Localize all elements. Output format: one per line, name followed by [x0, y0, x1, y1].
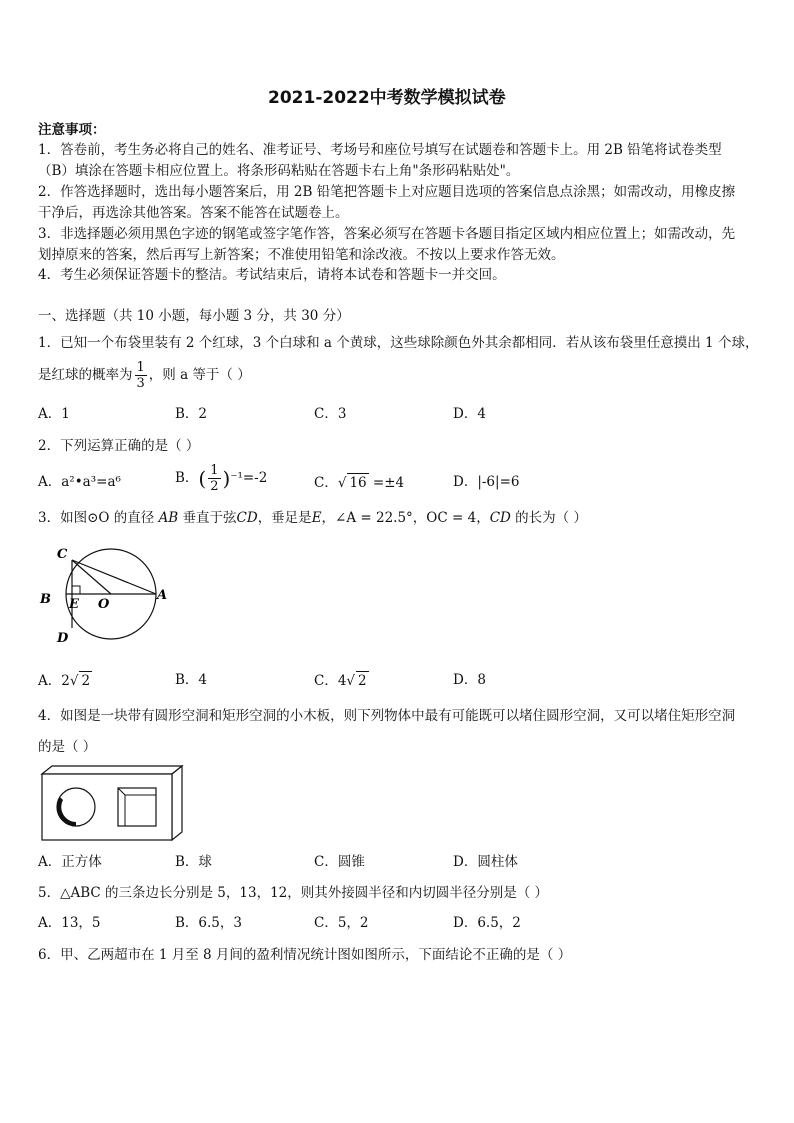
q2-c-radicand: 16	[349, 475, 367, 491]
q3-option-a: A．2√ 2	[38, 673, 91, 689]
q3-cd-2: CD	[489, 510, 511, 526]
q5-option-c: C．5，2	[314, 915, 369, 931]
q2-b-numerator: 1	[210, 463, 219, 478]
q3-option-c: C．4√ 2	[314, 673, 367, 689]
fraction-denominator: 3	[136, 376, 145, 391]
question-5-stem: 5．△ABC 的三条边长分别是 5，13，12，则其外接圆半径和内切圆半径分别是（ ）	[38, 885, 549, 901]
q1-option-b: B．2	[175, 406, 208, 422]
notice-line-5: 3．非选择题必须用黑色字迹的钢笔或签字笔作答，答案必须写在答题卡各题目指定区域内相应位置上；如需改动，先	[38, 226, 736, 242]
q5-option-a: A．13，5	[38, 915, 101, 931]
q4-option-d: D．圆柱体	[453, 854, 518, 870]
segment-ca	[72, 560, 156, 594]
q2-b-denominator: 2	[210, 479, 219, 494]
q3-stem-d: ，∠A = 22.5°，OC = 4，	[321, 510, 490, 526]
q2-option-b-prefix: B．	[175, 470, 199, 486]
board-side-face	[172, 766, 182, 840]
question-2-stem: 2．下列运算正确的是（ ）	[38, 438, 200, 454]
right-angle-mark	[72, 586, 80, 594]
q2-c-suffix: =±4	[368, 475, 405, 491]
q3-stem-e: 的长为（ ）	[510, 510, 587, 526]
question-3-stem	[38, 509, 587, 527]
circle-geometry-figure	[36, 542, 176, 652]
q4-option-b: B．球	[175, 854, 212, 870]
question-1-stem-b: ，则 a 等于（ ）	[148, 367, 251, 383]
notice-line-3: 2．作答选择题时，选出每小题答案后，用 2B 铅笔把答题卡上对应题目选项的答案信息点涂黑；如需改动，用橡皮擦	[38, 184, 736, 200]
label-c: C	[57, 547, 68, 562]
notice-line-1: 1．答卷前，考生务必将自己的姓名、准考证号、考场号和座位号填写在试题卷和答题卡上。用 2B 铅笔将试卷类型	[38, 142, 722, 158]
q1-option-c: C．3	[314, 406, 347, 422]
q2-option-a: A．a²•a³=a⁶	[38, 474, 121, 490]
label-d: D	[57, 631, 69, 646]
q3-option-a-prefix: A．2	[38, 673, 70, 689]
q5-option-b: B．6.5，3	[175, 915, 242, 931]
q3-cd: CD	[236, 510, 258, 526]
q3-ab: AB	[158, 510, 179, 526]
label-e: E	[69, 597, 79, 612]
notice-heading: 注意事项：	[38, 122, 106, 138]
label-a: A	[157, 588, 168, 603]
question-1-line-2	[38, 360, 251, 391]
q5-option-d: D．6.5，2	[453, 915, 521, 931]
question-4-line-1: 4．如图是一块带有圆形空洞和矩形空洞的小木板，则下列物体中最有可能既可以堵住圆形空洞，又可以堵住矩形空洞	[38, 708, 736, 724]
notice-line-2: （B）填涂在答题卡相应位置上。将条形码粘贴在答题卡右上角"条形码粘贴处"。	[38, 163, 520, 179]
board-top-face	[42, 766, 182, 774]
label-b: B	[40, 592, 51, 607]
q1-option-d: D．4	[453, 406, 486, 422]
probability-fraction	[135, 360, 147, 391]
fraction-numerator: 1	[136, 360, 145, 375]
q4-option-c: C．圆锥	[314, 854, 365, 870]
q3-a-radicand: 2	[81, 673, 91, 689]
q2-b-fraction	[208, 463, 220, 494]
q3-stem-b: 垂直于弦	[178, 510, 237, 526]
section-heading: 一、选择题（共 10 小题，每小题 3 分，共 30 分）	[38, 308, 350, 324]
notice-line-4: 干净后，再选涂其他答案。答案不能答在试题卷上。	[38, 205, 349, 221]
notice-line-7: 4．考生必须保证答题卡的整洁。考试结束后，请将本试卷和答题卡一并交回。	[38, 267, 506, 283]
q2-option-c-prefix: C．	[314, 475, 338, 491]
q3-stem-a: 3．如图⊙O 的直径	[38, 510, 159, 526]
wooden-board-figure	[38, 764, 186, 844]
question-4-line-2: 的是（ ）	[38, 739, 97, 755]
q2-b-suffix: ⁻¹=-2	[230, 470, 268, 486]
q3-option-c-prefix: C．4	[314, 673, 347, 689]
notice-line-6: 划掉原来的答案，然后再写上新答案；不准使用铅笔和涂改液。不按以上要求作答无效。	[38, 247, 565, 263]
q3-option-d: D．8	[453, 672, 486, 688]
q1-option-a: A．1	[38, 406, 70, 422]
q3-option-b: B．4	[175, 672, 208, 688]
q4-option-a: A．正方体	[38, 854, 102, 870]
label-o: O	[98, 597, 110, 612]
question-6-stem: 6．甲、乙两超市在 1 月至 8 月间的盈利情况统计图如图所示，下面结论不正确的是（ ）	[38, 947, 572, 963]
q3-stem-c: ，垂足是	[257, 510, 312, 526]
page-title: 2021-2022中考数学模拟试卷	[268, 88, 506, 108]
q3-e: E	[311, 510, 322, 526]
q2-option-d: D．|-6|=6	[453, 474, 520, 490]
segment-co	[72, 560, 111, 594]
question-1-stem-a: 是红球的概率为	[38, 367, 133, 383]
q2-option-b: B．( $\frac{1}{2}$ )⁻¹=-2	[175, 463, 268, 494]
q2-option-c: C．√ 16 =±4	[314, 475, 405, 491]
question-1-line-1: 1．已知一个布袋里装有 2 个红球，3 个白球和 a 个黄球，这些球除颜色外其余都相同．若从该布袋里任意摸出 1 个球，	[38, 335, 759, 351]
q3-c-radicand: 2	[358, 673, 367, 689]
